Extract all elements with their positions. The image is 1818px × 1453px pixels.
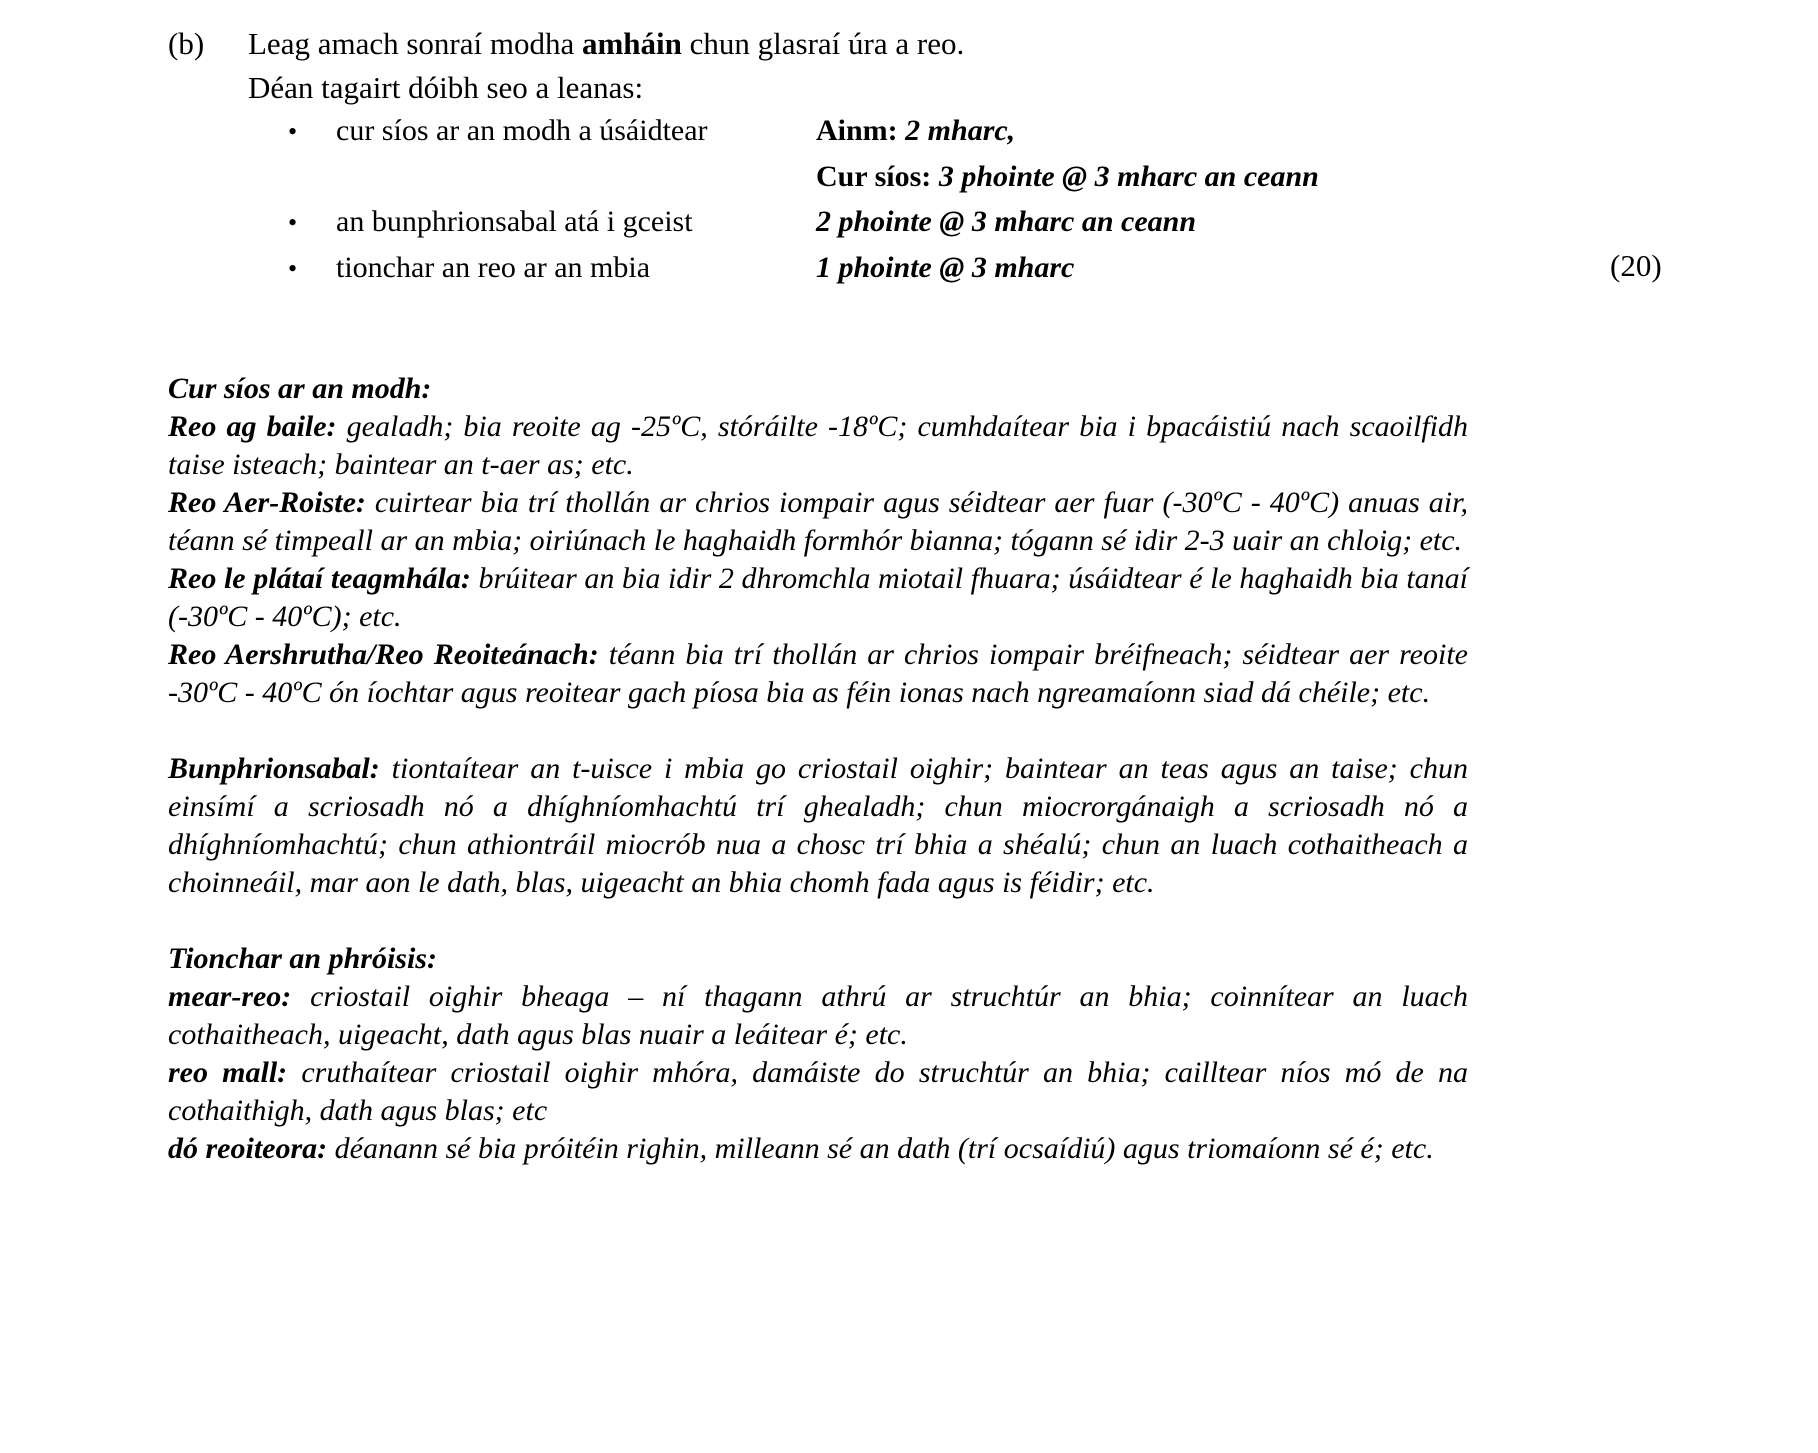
list-item xyxy=(288,108,1648,154)
criterion-marks-secondary xyxy=(816,154,1648,199)
bullet-icon: • xyxy=(288,208,298,237)
criterion-description: an bunphrionsabal atá i gceist xyxy=(336,205,693,238)
paragraph-text-reo-le-platai: brúitear an bia idir 2 dhromchla miotail fhuara; úsáidtear é le haghaidh bia tanaí (-30ºC - 40ºC); etc. xyxy=(168,562,1468,633)
question-line-1 xyxy=(168,22,1648,66)
total-marks: (20) xyxy=(1610,248,1662,283)
paragraph-text-mear-reo: criostail oighir bheaga – ní thagann athrú ar struchtúr an bhia; coinnítear an luach cothaitheach, uigeacht, dath agus blas nuair a leáitear é; etc. xyxy=(168,980,1468,1051)
paragraph-text-bunphrionsabal: tiontaítear an t-uisce i mbia go criostail oighir; baintear an teas agus an taise; chun einsímí a scriosadh nó a dhíghníomhachtú trí ghealadh; chun miocrorgánaigh a scriosadh nó a dhíghníomhachtú; chun athiontráil miocrób nua a chosc trí bhia a shéalú; chun an luach cothaitheach a choinneáil, mar aon le dath, blas, uigeacht an bhia chomh fada agus is féidir; etc. xyxy=(168,752,1468,899)
list-item xyxy=(288,245,1648,291)
question-label: (b) xyxy=(168,26,205,61)
paragraph-do-reoiteora xyxy=(168,1130,1468,1168)
paragraph-mear-reo xyxy=(168,978,1468,1054)
paragraph-lead-reo-mall: reo mall: xyxy=(168,1056,288,1089)
paragraph-bunphrionsabal xyxy=(168,750,1468,902)
paragraph-lead-do-reoiteora: dó reoiteora: xyxy=(168,1132,328,1165)
question-text-pre: Leag amach sonraí modha xyxy=(248,26,582,61)
answer-body xyxy=(168,370,1468,1168)
paragraph-text-reo-aer-roiste: cuirtear bia trí thollán ar chrios iompair agus séidtear aer fuar (-30ºC - 40ºC) anuas air, téann sé timpeall ar an mbia; oiriúnach le haghaidh formhór bianna; tógann sé idir 2-3 uair an chloig; etc. xyxy=(168,486,1468,557)
paragraph-reo-le-platai xyxy=(168,560,1468,636)
criterion-marks xyxy=(816,245,1648,290)
spacer xyxy=(168,902,1468,940)
criteria-list xyxy=(288,108,1648,291)
spacer xyxy=(168,712,1468,750)
criterion-marks xyxy=(816,108,1648,153)
criterion-marks-value: 2 phointe @ 3 mharc an ceann xyxy=(816,205,1197,238)
paragraph-lead-bunphrionsabal: Bunphrionsabal: xyxy=(168,752,380,785)
criterion-marks-value: 2 mharc, xyxy=(897,114,1016,147)
criterion-marks-lead-2: Cur síos: xyxy=(816,160,932,193)
criterion-marks-value-2: 3 phointe @ 3 mharc an ceann xyxy=(931,160,1319,193)
bullet-icon: • xyxy=(288,254,298,283)
section-heading-cur-sios: Cur síos ar an modh: xyxy=(168,372,432,405)
question-text-emphasis: amháin xyxy=(581,26,682,61)
paragraph-reo-aershrutha xyxy=(168,636,1468,712)
paragraph-text-reo-ag-baile: gealadh; bia reoite ag -25ºC, stóráilte -18ºC; cumhdaítear bia i bpacáistiú nach scaoilfidh taise isteach; baintear an t-aer as; etc. xyxy=(168,410,1468,481)
criterion-marks-value: 1 phointe @ 3 mharc xyxy=(816,251,1075,284)
paragraph-lead-reo-ag-baile: Reo ag baile: xyxy=(168,410,337,443)
paragraph-reo-ag-baile xyxy=(168,408,1468,484)
criterion-description: tionchar an reo ar an mbia xyxy=(336,251,651,284)
paragraph-text-reo-mall: cruthaítear criostail oighir mhóra, damáiste do struchtúr an bhia; cailltear níos mó de na cothaithigh, dath agus blas; etc xyxy=(168,1056,1468,1127)
paragraph-lead-mear-reo: mear-reo: xyxy=(168,980,292,1013)
paragraph-text-do-reoiteora: déanann sé bia próitéin righin, milleann sé an dath (trí ocsaídiú) agus triomaíonn sé é; etc. xyxy=(327,1132,1434,1165)
criterion-marks-lead: Ainm: xyxy=(816,114,898,147)
bullet-icon: • xyxy=(288,117,298,146)
criterion-description: cur síos ar an modh a úsáidtear xyxy=(336,114,708,147)
paragraph-reo-mall xyxy=(168,1054,1468,1130)
paragraph-lead-reo-le-platai: Reo le plátaí teagmhála: xyxy=(168,562,471,595)
paragraph-lead-reo-aer-roiste: Reo Aer-Roiste: xyxy=(168,486,366,519)
section-heading-tionchar: Tionchar an phróisis: xyxy=(168,942,437,975)
criterion-marks xyxy=(816,199,1648,244)
question-instruction: Déan tagairt dóibh seo a leanas: xyxy=(248,70,644,105)
paragraph-text-reo-aershrutha: téann bia trí thollán ar chrios iompair bréifneach; séidtear aer reoite -30ºC - 40ºC ón íochtar agus reoitear gach píosa bia as féin ionas nach ngreamaíonn siad dá chéile; etc. xyxy=(168,638,1468,709)
question-block xyxy=(168,22,1648,110)
question-statement xyxy=(248,22,964,66)
list-item xyxy=(288,199,1648,245)
paragraph-reo-aer-roiste xyxy=(168,484,1468,560)
question-text-post: chun glasraí úra a reo. xyxy=(681,26,965,61)
paragraph-lead-reo-aershrutha: Reo Aershrutha/Reo Reoiteánach: xyxy=(168,638,599,671)
